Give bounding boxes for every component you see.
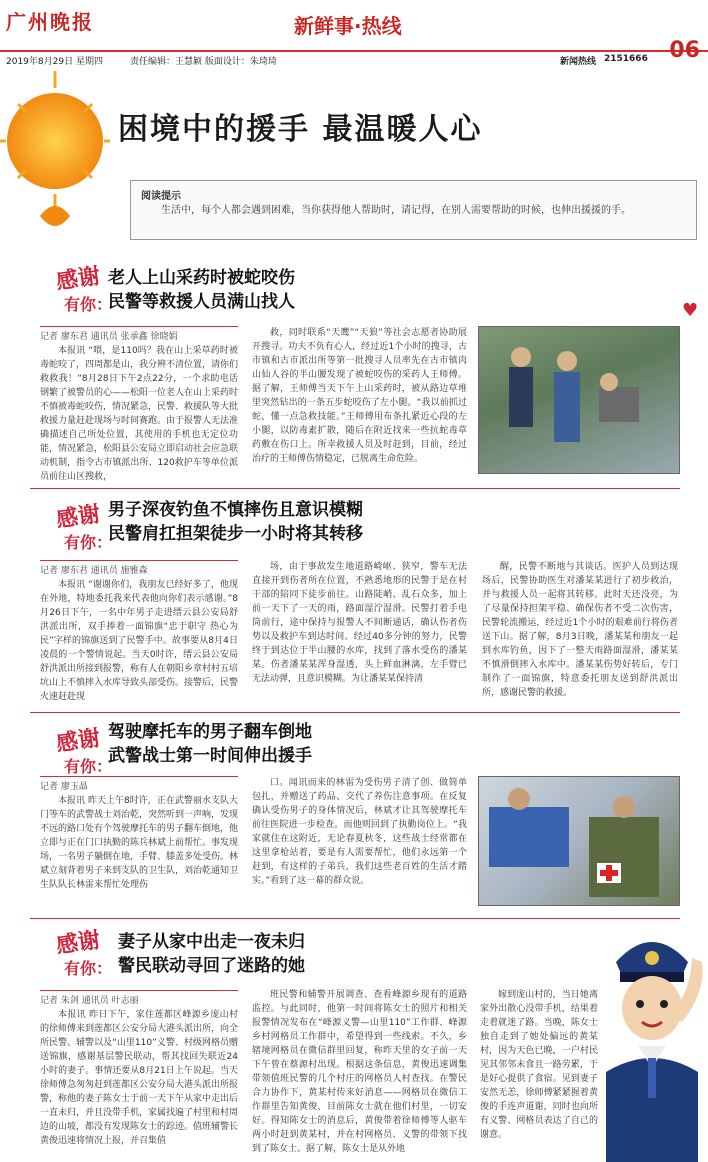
story2-byline: 记者 廖东君 通讯员 施雅森	[40, 560, 238, 576]
page-number: 06	[669, 38, 700, 63]
police-rescue-photo	[479, 327, 679, 473]
story3-photo	[478, 776, 680, 906]
story4-col1: 本报讯 昨日下午，家住莲都区峰源乡庞山村的徐师傅来到莲都区公安分局大港头派出所，向全所民警、辅警以及“山里110”义警、村级网格员赠送锦旗，感谢基层警民联动，帮其找回失联近24小时的妻子。事情还要从8月21日上午说起。当天徐师傅急匆匆赶到莲都区公安分局大港头派出所报警，称他的妻子陈女士于前一天下午从家中走出后一直未归，并且没带手机，家属找遍了村里和村周边的山坡，都没有发现陈女士的踪迹。值班辅警长黄俊迅速将情况上报，并召集值	[40, 1010, 238, 1146]
story3-title-line2: 武警战士第一时间伸出援手	[108, 746, 312, 766]
ganxie-sub-3: 有你：	[64, 757, 113, 776]
story1-col2: 救，同时联系“天鹰”“天狼”等社会志愿者协助展开搜寻。功夫不负有心人，经过近1个小时的搜寻，古市镇和古市派出所等第一批搜寻人员率先在古市镇肉山仙人谷的半山腰发现了被蛇咬伤的采药人王师傅。据了解，王师傅当天下午上山采药时，被从路边草堆里突然钻出的一条五步蛇咬伤了左小腿。“我以前抓过蛇，懂一点急救技能。”王师傅用布条扎紧近心段的左小腿，以防毒素扩散，随后在附近找来一些抗蛇毒草药敷在伤口上。所幸救援人员及时赶到，目前，经过治疗的王师傅伤情稳定，已脱离生命危险。	[252, 328, 467, 464]
story4-title-line1: 妻子从家中出走一夜未归	[118, 932, 305, 952]
hotline-label: 新闻热线	[560, 57, 597, 67]
issue-date: 2019年8月29日 星期四	[6, 57, 103, 67]
ganxie-label-1: 感谢	[54, 263, 102, 295]
main-headline: 困境中的援手 最温暖人心	[118, 112, 483, 147]
editors-line: 责任编辑：王慧颖 版面设计：朱琦琦	[130, 57, 277, 67]
story2-col2: 场，由于事故发生地道路崎岖、狭窄，警车无法直接开到伤者所在位置，不熟悉地形的民警于是在村干部的陪同下徒步前往。山路陡峭、乱石众多，加上前一天下了一天的雨，路面湿泞湿滑。民警打着手电筒前行，途中保持与报警人不间断通话，确认伤者伤势以及救护车到达时间。经过40多分钟的努力，民警终于到达位于半山腰的水库，找到了落水受伤的潘某某。伤者潘某某浑身湿透，头上鲜血淋漓，左手臂已无法动弹，且意识模糊。为让潘某某保持清	[252, 562, 467, 684]
story2-title-line1: 男子深夜钓鱼不慎摔伤且意识模糊	[108, 500, 363, 520]
ganxie-sub-2: 有你：	[64, 533, 113, 552]
reading-tip-text: 生活中，每个人都会遇到困难，当你获得他人帮助时，请记得，在别人需要帮助的时候，也伸出援援的手。	[161, 205, 631, 216]
divider-1	[30, 488, 680, 489]
newspaper-logo: 广州晚报	[6, 10, 94, 34]
sunburst-decoration	[0, 66, 110, 256]
story4-col3: 嫁到庞山村的，当日她离家外出散心没带手机，结果着走着就迷了路。当晚，陈女士独自走到了她处偏远的黄某村，因为天色已晚，一户村民见其邻邻未食且一路劳累，于是好心提供了食宿。见到妻子安然无恙，徐师傅紧紧握着黄俊的手连声道谢，同时也向所有义警、网格员表达了自己的谢意。	[480, 990, 598, 1140]
story3-title-line1: 驾驶摩托车的男子翻车倒地	[108, 722, 312, 742]
ganxie-sub-4: 有你：	[64, 959, 113, 978]
section-title: 新鲜事·热线	[294, 14, 402, 38]
story3-col1: 本报讯 昨天上午8时许，正在武警丽水支队大门等车的武警战士刘治乾，突然听到一声响，发现不远的路口处有个驾驶摩托车的男子翻车倒地，他立即与正在门口执勤的陈兵林斌上前帮忙。事发现场，一名男子躺倒在地，手臂、膝盖多处受伤。林斌立刻背着男子来到支队的卫生队，刘治乾通知卫生队队长林雷来帮忙处理伤	[40, 796, 238, 890]
ganxie-label-2: 感谢	[54, 501, 102, 533]
story2-col3: 醒，民警不断地与其谈话。医护人员到达现场后，民警协助医生对潘某某进行了初步救治，并与救援人员一起将其转移。此时天还没亮，为了尽量保持担架平稳、确保伤者不受二次伤害，民警轮流搬运，经过近1个小时的艰难前行将伤者送下山。据了解，8月3日晚，潘某某和朋友一起到水库钓鱼，因下了一整天雨路面湿滑，潘某某不慎滑倒摔入水库中。潘某某伤势好转后，专门制作了一面锦旗，特意委托朋友送到舒洪派出所，感谢民警的救援。	[482, 562, 678, 698]
ganxie-label-3: 感谢	[54, 725, 102, 757]
story2-title-line2: 民警肩扛担架徒步一小时将其转移	[108, 524, 363, 544]
ganxie-label-4: 感谢	[54, 927, 102, 959]
reading-tip-label: 阅读提示	[141, 191, 181, 202]
story3-col2: 口。闻讯而来的林雷为受伤男子清了创、做简单包扎，并赠送了药品、交代了养伤注意事项。在反复确认受伤男子的身体情况后，林斌才让其驾驶摩托车前往医院进一步检查。而他则回到了执勤岗位上。“我家就住在这附近，无论春夏秋冬，这些战士经常都在这里拿枪站着，要是有人需要帮忙，他们永远第一个赶到，有这样的子弟兵，我们这些老百姓的生活才踏实。”看到了这一幕的群众说。	[252, 778, 467, 886]
story3-byline: 记者 廖玉晶	[40, 776, 238, 792]
divider-3	[30, 918, 680, 919]
heart-icon: ♥	[682, 300, 699, 321]
reading-tip-box	[130, 180, 697, 240]
police-cartoon-illustration	[596, 922, 708, 1162]
story4-byline: 记者 朱剑 通讯员 叶志丽	[40, 990, 238, 1006]
ganxie-sub-1: 有你：	[64, 295, 113, 314]
story2-col1: 本报讯 “谢谢你们，我朋友已经好多了，他现在外地，特地委托我来代表他向你们表示感谢。”8月26日下午，一名中年男子走进缙云县公安局舒洪派出所，双手捧着一面锦旗“忠于职守 热心为民”字样的锦旗送到了民警手中。故事要从8月4日凌晨的一个警情说起。当天0时许，缙云县公安局舒洪派出所接到报警，称有人在朝阳乡章村村五培坑山上不慎摔入水库导致头部受伤。接警后，民警火速赶赴现	[40, 580, 238, 702]
story1-title-line1: 老人上山采药时被蛇咬伤	[108, 268, 295, 288]
story1-photo	[478, 326, 680, 474]
hotline-number: 2151666	[604, 54, 648, 64]
divider-2	[30, 712, 680, 713]
story1-byline: 记者 廖东君 通讯员 张承鑫 徐晓娟	[40, 326, 238, 342]
story1-title-line2: 民警等救援人员满山找人	[108, 292, 295, 312]
story4-title-line2: 警民联动寻回了迷路的她	[118, 956, 305, 976]
soldier-firstaid-photo	[479, 777, 679, 905]
story4-col2: 班民警和辅警开展调查、查看峰源乡现有的道路监控。与此同时，他第一时间将陈女士的照片和相关报警情况发布在“峰源义警—山里110”工作群、峰源乡村网格员工作群中，希望得到一些线索。不久，乡辖境网格员在微信群里回复，称昨天里的女子前一天下午曾在蔡源村出现。根据这条信息，黄俊迅速调集带领值班民警的几个村庄的网格员人村查找。在警民合力协作下，黄某村传来好消息——网格员在微信工作群里告知黄俊，目前陈女士就在他们村里，一切安好。得知陈女士的消息后，黄俊带着徐师傅等人驱车两小时赶到黄某村，并在村网格员、义警的带领下找到了陈女士。据了解，陈女士是从外地	[252, 990, 467, 1154]
story1-col1: 本报讯 “喂，是110吗？我在山上采草药时被毒蛇咬了，四周都是山，我分辨不清位置，请你们救救我！”8月28日下午2点22分，一个求助电话钢繁了被警员的心——松阳一位老人在山上采药时不慎被毒蛇咬伤，情况紧急，民警、救援队等大批救援力量赶赴现场与时间赛跑。由于报警人无法准确描述自己所处位置，其使用的手机也无定位功能，情况紧急，松阳县公安局立即启动社会应急联动机制，指令古市镇派出所、120救护车等单位派员前往山区搜救，	[40, 346, 238, 482]
